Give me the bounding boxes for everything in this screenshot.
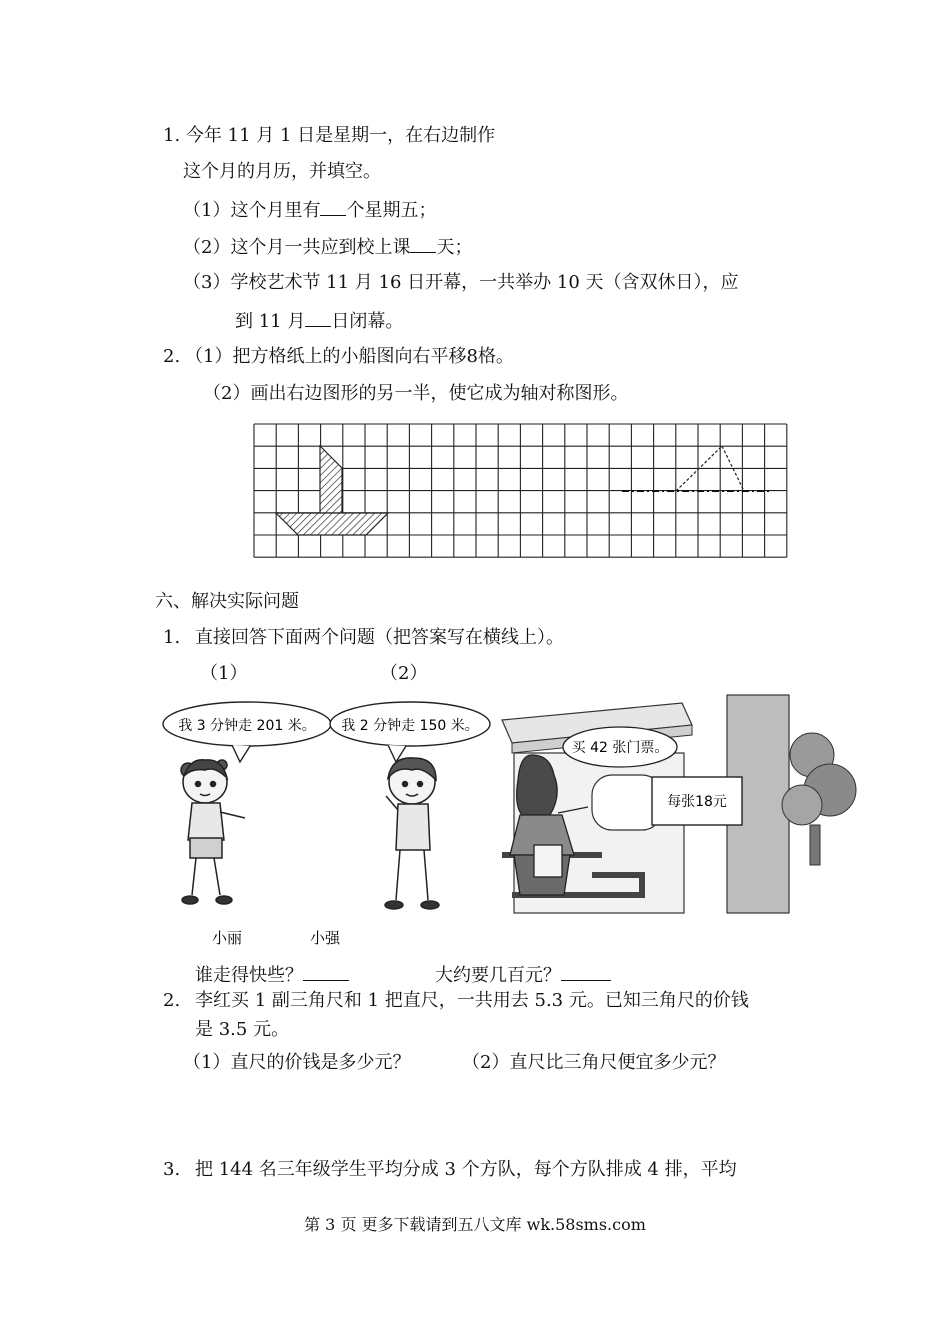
ask2-text: 大约要几百元？: [435, 965, 561, 986]
bubble-boy-text: 我 2 分钟走 150 米。: [341, 718, 479, 734]
s6-label-2: （2）: [380, 663, 428, 684]
q1-part1-text-b: 个星期五；: [346, 200, 437, 221]
boat-sail: [320, 446, 342, 513]
q1-part3-text-a: 到 11 月: [235, 311, 306, 332]
q1-part1: [183, 197, 436, 223]
girl-figure: [181, 760, 245, 904]
ask1-row: [195, 962, 349, 988]
tree: [782, 733, 856, 865]
s6-label-1: （1）: [200, 663, 248, 684]
q1-line1: 1. 今年 11 月 1 日是星期一，在右边制作: [163, 125, 496, 146]
q1-part2-text-a: （2）这个月一共应到校上课: [183, 237, 411, 258]
s6-q2-text2: 是 3.5 元。: [195, 1019, 290, 1040]
answer-blank[interactable]: [561, 962, 611, 981]
q1-part3-cont: [235, 308, 403, 334]
grid-paper: [250, 418, 790, 562]
walking-kids-illustration: [160, 700, 495, 947]
s6-q3-number: 3.: [163, 1159, 181, 1180]
ask1-text: 谁走得快些？: [195, 965, 303, 986]
s6-q2-text1: 李红买 1 副三角尺和 1 把直尺，一共用去 5.3 元。已知三角尺的价钱: [195, 990, 749, 1011]
answer-blank[interactable]: [303, 962, 349, 981]
answer-blank[interactable]: [305, 308, 331, 327]
section6-heading: 六、解决实际问题: [155, 591, 299, 612]
ask2-row: [435, 962, 611, 988]
boy-name: 小强: [310, 929, 341, 947]
q1-part1-text-a: （1）这个月里有: [183, 200, 321, 221]
q2-number: 2.: [163, 346, 181, 367]
girl-name: 小丽: [212, 929, 243, 947]
q1-part3: （3）学校艺术节 11 月 16 日开幕，一共举办 10 天（含双休日），应: [183, 272, 739, 293]
answer-blank[interactable]: [320, 197, 346, 216]
q2-part2: （2）画出右边图形的另一半，使它成为轴对称图形。: [203, 383, 629, 404]
q1-part2-text-b: 天；: [436, 237, 473, 258]
bubble-woman-text: 买 42 张门票。: [571, 740, 669, 756]
boy-figure: [385, 758, 439, 909]
page-footer: 第 3 页 更多下载请到五八文库 wk.58sms.com: [304, 1215, 646, 1234]
bubble-girl-text: 我 3 分钟走 201 米。: [178, 718, 316, 734]
s6-q2-number: 2.: [163, 990, 181, 1011]
q1-line2: 这个月的月历，并填空。: [183, 161, 381, 182]
s6-q1-number: 1.: [163, 627, 181, 648]
ticket-booth-illustration: [492, 695, 852, 913]
s6-q2-sub2: （2）直尺比三角尺便宜多少元？: [462, 1052, 726, 1073]
q1-part3-text-b: 日闭幕。: [331, 311, 404, 332]
price-sign-text: 每张18元: [667, 794, 727, 810]
s6-q3-text: 把 144 名三年级学生平均分成 3 个方队，每个方队排成 4 排，平均: [195, 1159, 737, 1180]
q2-part1: （1）把方格纸上的小船图向右平移8格。: [185, 346, 514, 367]
answer-blank[interactable]: [410, 234, 436, 253]
boat-hull: [276, 513, 388, 535]
s6-q1-text: 直接回答下面两个问题（把答案写在横线上）。: [195, 627, 564, 648]
q1-part2: [183, 234, 472, 260]
s6-q2-sub1: （1）直尺的价钱是多少元？: [183, 1052, 411, 1073]
